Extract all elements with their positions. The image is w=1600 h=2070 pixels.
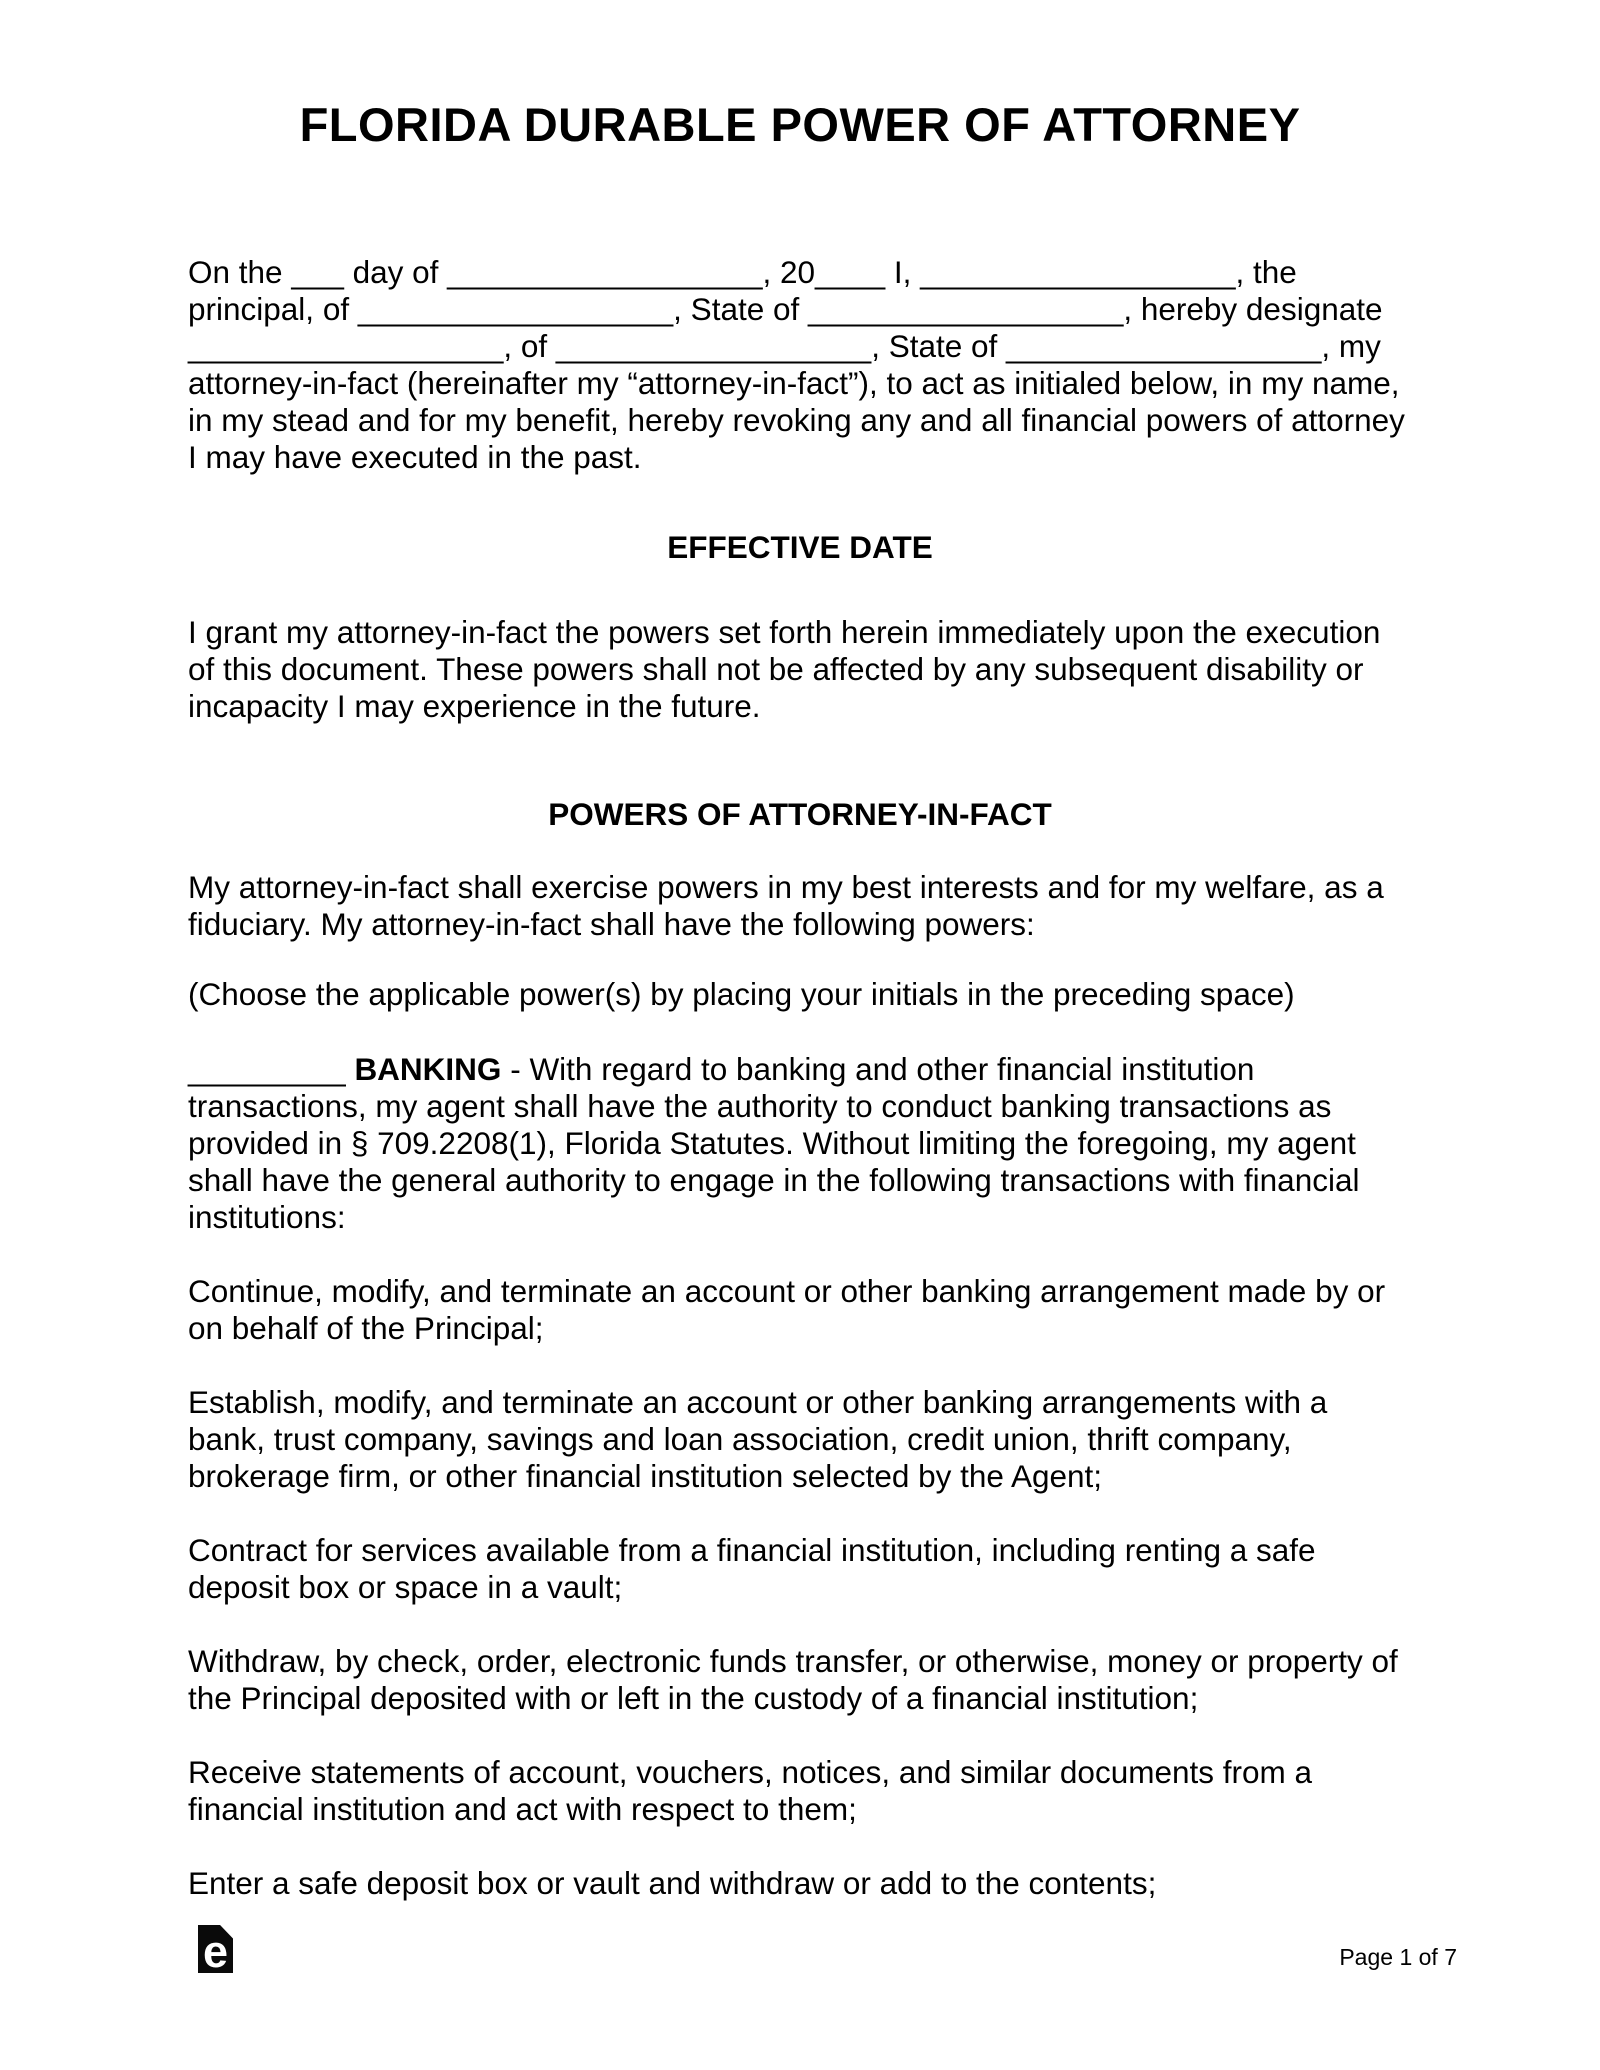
document-title: FLORIDA DURABLE POWER OF ATTORNEY: [299, 98, 1301, 151]
banking-initials-blank: _________: [188, 1051, 346, 1087]
banking-label: BANKING: [354, 1051, 502, 1087]
page-number: Page 1 of 7: [1339, 1944, 1457, 1970]
banking-item-receive: Receive statements of account, vouchers, notices, and similar documents from a financial institution and act with respect to them;: [188, 1754, 1313, 1827]
powers-heading: POWERS OF ATTORNEY-IN-FACT: [548, 796, 1052, 832]
document-content: [188, 100, 1412, 1902]
banking-item-enter: Enter a safe deposit box or vault and withdraw or add to the contents;: [188, 1865, 1157, 1901]
effective-date-heading: EFFECTIVE DATE: [667, 529, 933, 565]
intro-paragraph: On the ___ day of __________________, 20____ I, __________________, the principal, of __________________, State of __________________, hereby designate __________________, of __________________, State of __________________, my attorney-in-fact (hereinafter my “attorney-in-fact”), to act as initialed below, in my name, in my stead and for my benefit, hereby revoking any and all financial powers of attorney I may have executed in the past.: [188, 254, 1405, 475]
banking-item-withdraw: Withdraw, by check, order, electronic funds transfer, or otherwise, money or property of the Principal deposited with or left in the custody of a financial institution;: [188, 1643, 1398, 1716]
banking-paragraph: [188, 1051, 1412, 1236]
banking-item-establish: Establish, modify, and terminate an account or other banking arrangements with a bank, trust company, savings and loan association, credit union, thrift company, brokerage firm, or other financial institution selected by the Agent;: [188, 1384, 1328, 1494]
banking-body-text: - With regard to banking and other financial institution transactions, my agent shall have the authority to conduct banking transactions as provided in § 709.2208(1), Florida Statutes. Without limiting the foregoing, my agent shall have the general authority to engage in the following transactions with financial institutions:: [188, 1051, 1360, 1235]
powers-intro-paragraph: My attorney-in-fact shall exercise powers in my best interests and for my welfare, as a fiduciary. My attorney-in-fact shall have the following powers:: [188, 869, 1384, 942]
choose-powers-note: (Choose the applicable power(s) by placing your initials in the preceding space): [188, 976, 1295, 1012]
eforms-logo-icon: [198, 1925, 233, 1977]
effective-date-paragraph: I grant my attorney-in-fact the powers set forth herein immediately upon the execution of this document. These powers shall not be affected by any subsequent disability or incapacity I may experience in the future.: [188, 614, 1381, 724]
banking-item-continue: Continue, modify, and terminate an account or other banking arrangement made by or on behalf of the Principal;: [188, 1273, 1386, 1346]
banking-item-contract: Contract for services available from a financial institution, including renting a safe deposit box or space in a vault;: [188, 1532, 1316, 1605]
eforms-logo-letter: e: [202, 1926, 229, 1977]
